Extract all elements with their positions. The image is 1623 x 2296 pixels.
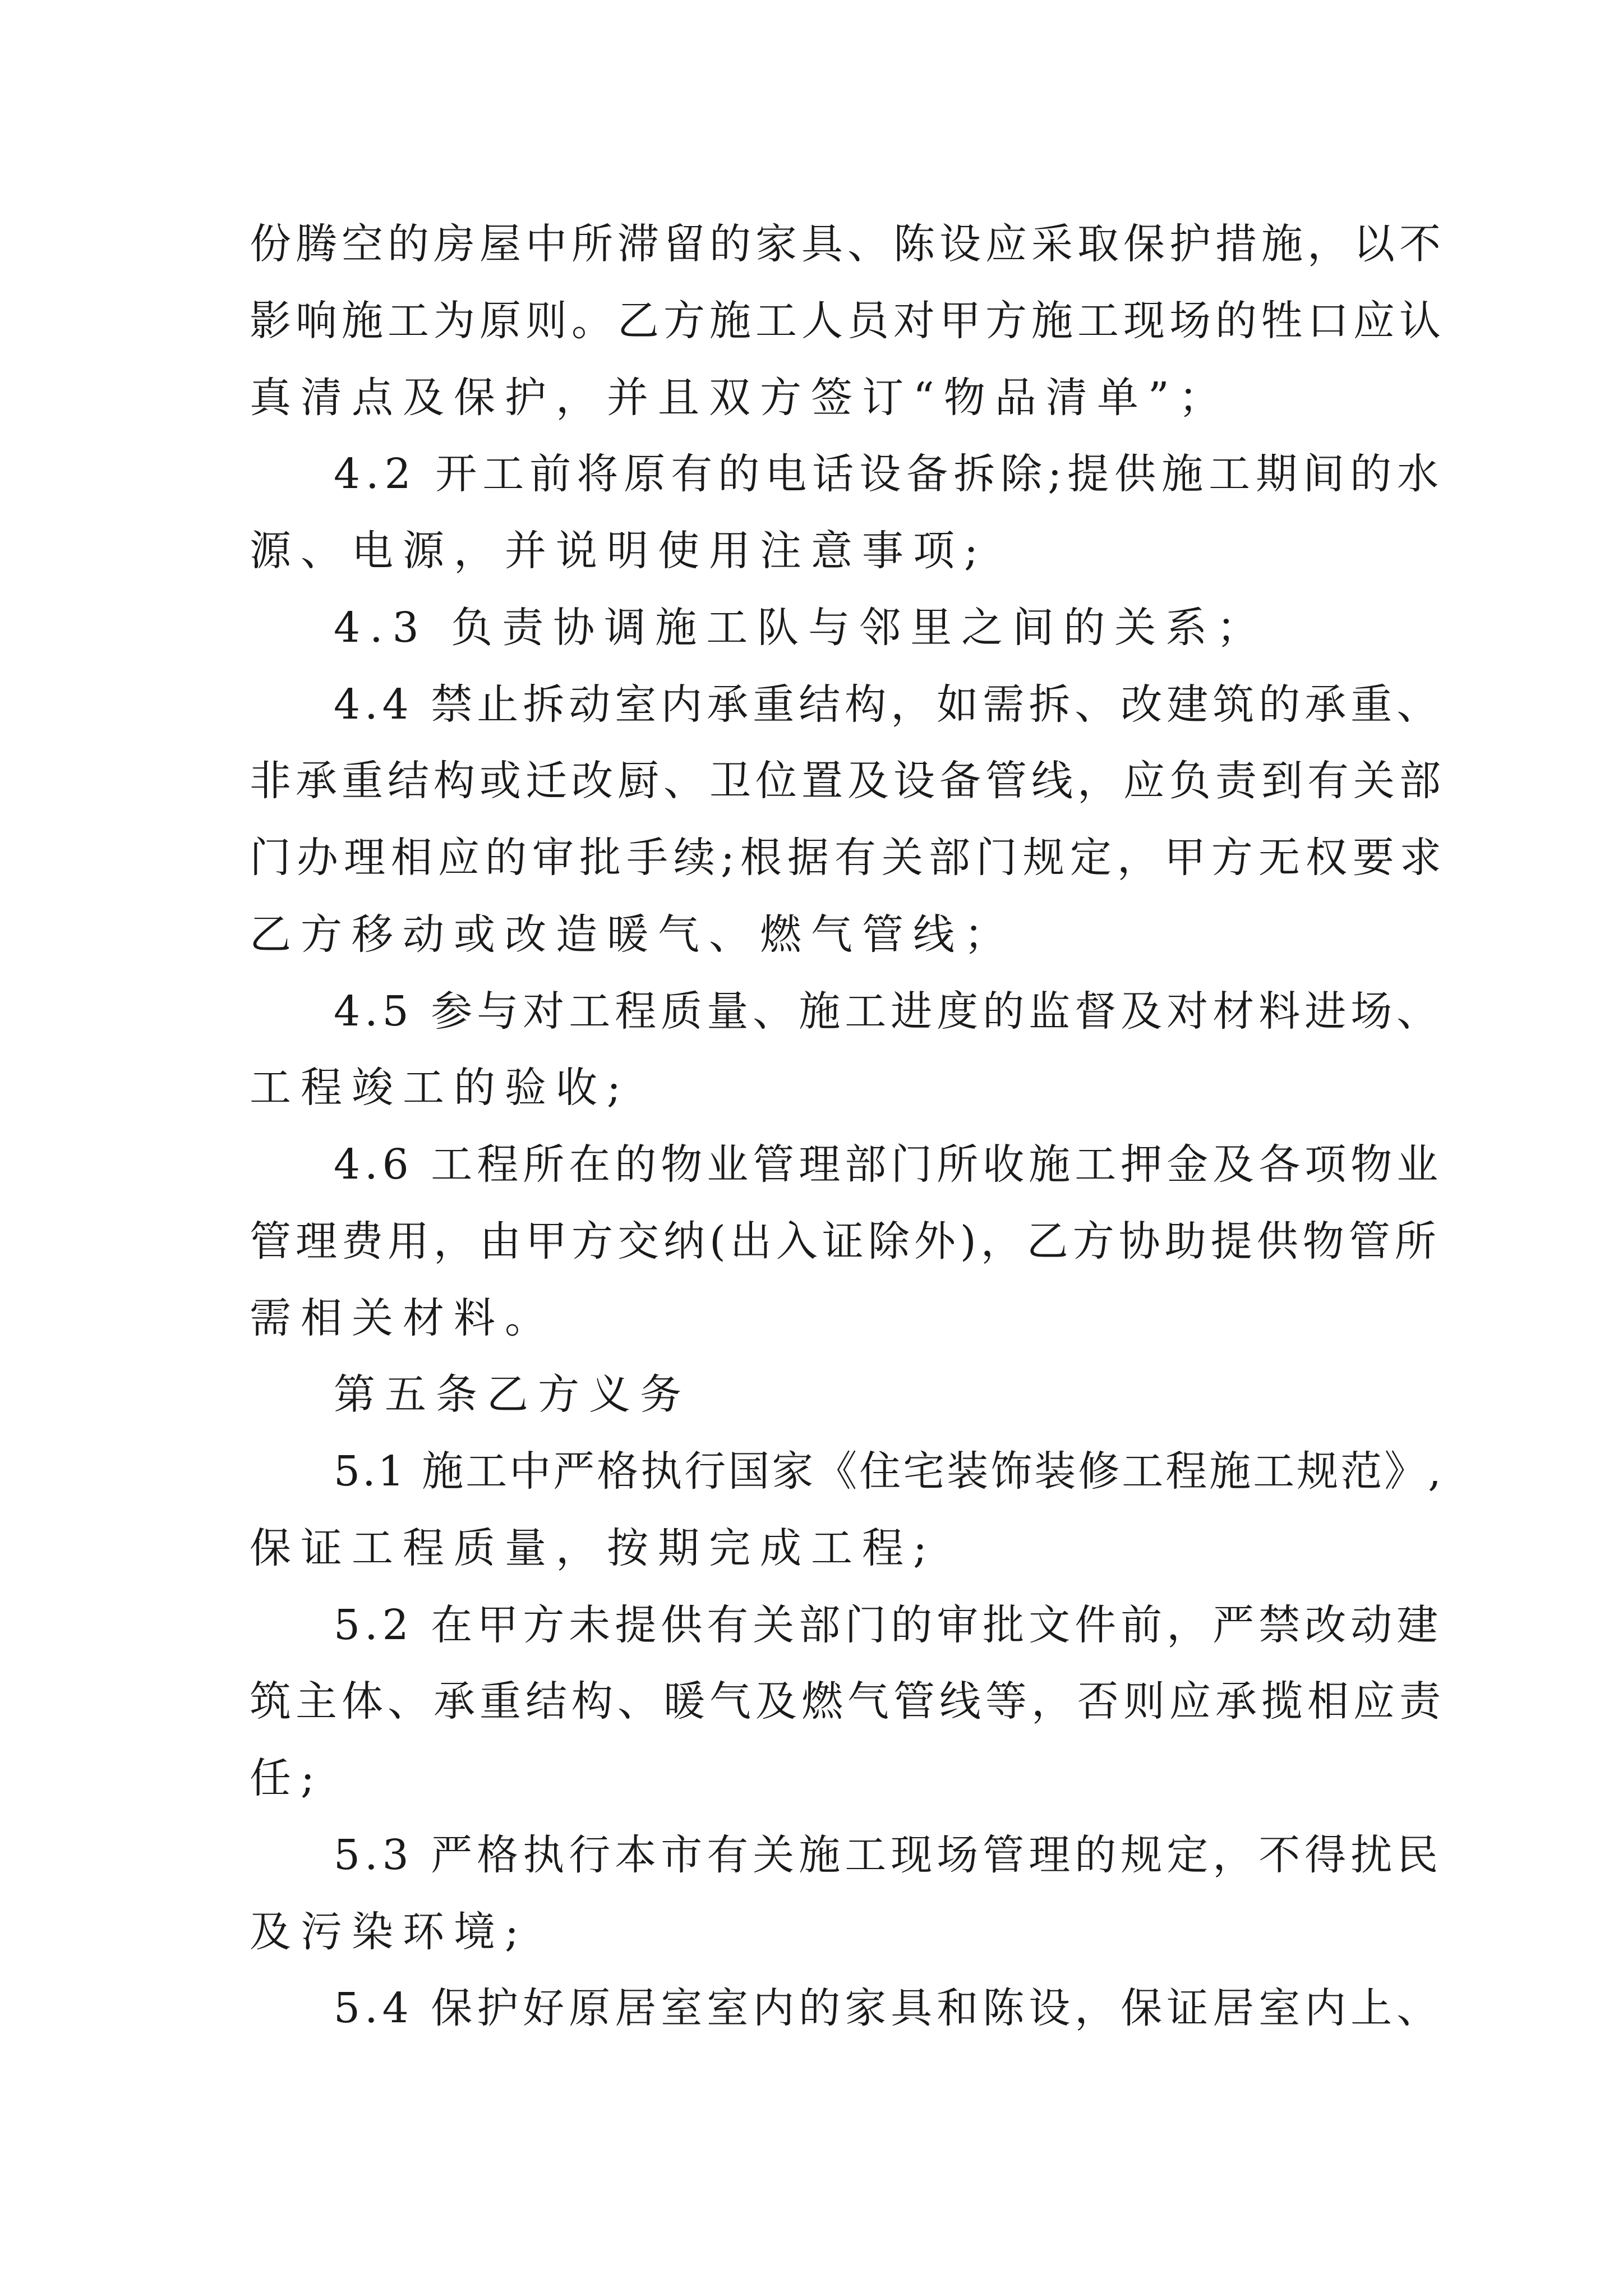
clause-5-4: 5.4 保护好原居室室内的家具和陈设，保证居室内上、 <box>334 1984 1443 2032</box>
clause-4-2: 4.2 开工前将原有的电话设备拆除;提供施工期间的水 <box>334 450 1445 498</box>
text-line: 及污染环境; <box>250 1908 528 1956</box>
text-line: 管理费用，由甲方交纳(出入证除外)，乙方协助提供物管所 <box>250 1217 1441 1266</box>
clause-4-4: 4.4 禁止拆动室内承重结构，如需拆、改建筑的承重、 <box>334 680 1443 729</box>
text-line: 任; <box>250 1754 324 1802</box>
text-line: 筑主体、承重结构、暖气及燃气管线等，否则应承揽相应责 <box>250 1677 1445 1726</box>
text-line: 门办理相应的审批手续;根据有关部门规定，甲方无权要求 <box>250 834 1447 882</box>
clause-5-1: 5.1 施工中严格执行国家《住宅装饰装修工程施工规范》, <box>334 1447 1444 1496</box>
clause-5-3: 5.3 严格执行本市有关施工现场管理的规定，不得扰民 <box>334 1831 1443 1879</box>
clause-4-6: 4.6 工程所在的物业管理部门所收施工押金及各项物业 <box>334 1140 1443 1189</box>
text-line: 影响施工为原则。乙方施工人员对甲方施工现场的牲口应认 <box>250 297 1445 345</box>
text-line: 乙方移动或改造暖气、燃气管线； <box>250 910 1015 959</box>
text-line: 真清点及保护，并且双方签订“物品清单”； <box>250 374 1230 422</box>
text-line: 需相关材料。 <box>250 1294 556 1342</box>
text-line: 非承重结构或迁改厨、卫位置及设备管线，应负责到有关部 <box>250 757 1445 805</box>
clause-5-2: 5.2 在甲方未提供有关部门的审批文件前，严禁改动建 <box>334 1601 1443 1649</box>
section-heading: 第五条乙方义务 <box>334 1370 691 1419</box>
text-line: 保证工程质量，按期完成工程; <box>250 1524 937 1572</box>
clause-4-5: 4.5 参与对工程质量、施工进度的监督及对材料进场、 <box>334 987 1443 1036</box>
text-line: 份腾空的房屋中所滞留的家具、陈设应采取保护措施，以不 <box>250 220 1445 268</box>
text-line: 源、电源，并说明使用注意事项; <box>250 527 988 575</box>
clause-4-3: 4.3 负责协调施工队与邻里之间的关系； <box>334 604 1268 652</box>
text-line: 工程竣工的验收; <box>250 1064 630 1112</box>
